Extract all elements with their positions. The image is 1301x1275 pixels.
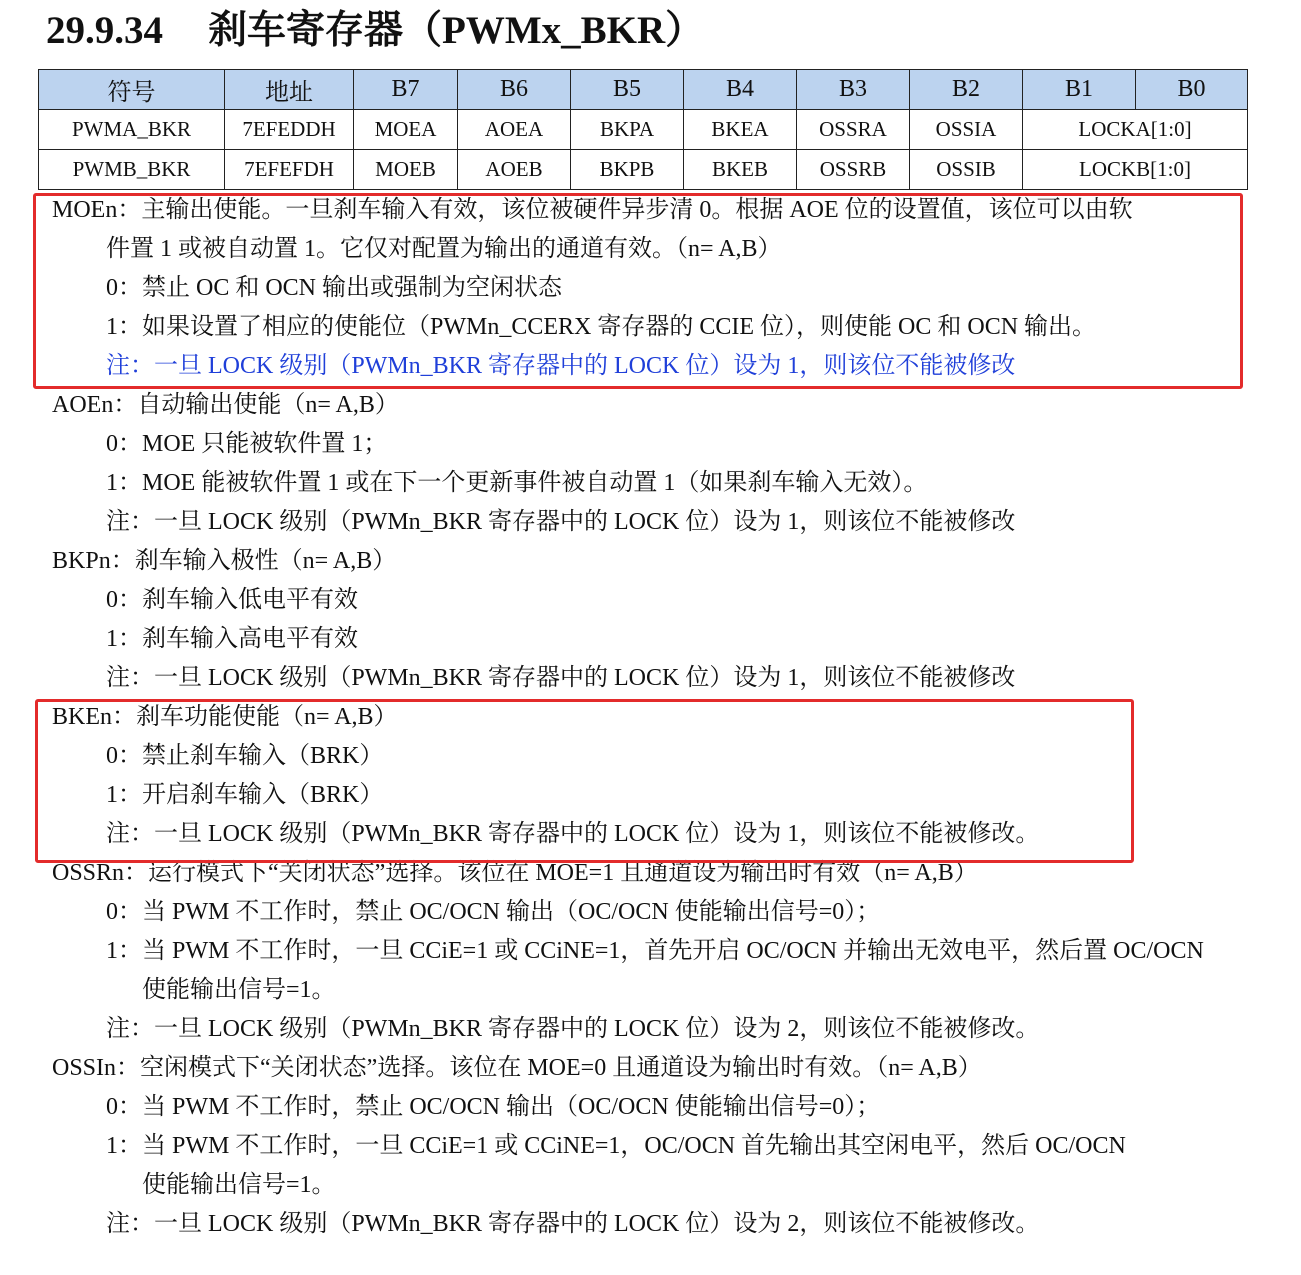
table-cell: LOCKB[1:0]: [1023, 150, 1248, 190]
table-row: [39, 150, 1248, 190]
table-cell: OSSRA: [797, 110, 910, 150]
table-row: [39, 110, 1248, 150]
table-cell: MOEB: [354, 150, 458, 190]
field-description: MOEn：主输出使能。一旦刹车输入有效，该位被硬件异步清 0。根据 AOE 位的设置值，该位可以由软: [52, 197, 1133, 223]
table-cell: PWMA_BKR: [39, 110, 225, 150]
field-detail-line: 0：刹车输入低电平有效: [106, 587, 358, 613]
header-cell: B0: [1136, 70, 1248, 110]
table-cell: 7EFEDDH: [225, 110, 354, 150]
field-detail-line: 注：一旦 LOCK 级别（PWMn_BKR 寄存器中的 LOCK 位）设为 1，则该位不能被修改: [106, 353, 1016, 379]
field-detail-line: 0：当 PWM 不工作时，禁止 OC/OCN 输出（OC/OCN 使能输出信号=0）；: [106, 899, 881, 925]
field-detail-line: 0：当 PWM 不工作时，禁止 OC/OCN 输出（OC/OCN 使能输出信号=0）；: [106, 1094, 881, 1120]
header-cell: 符号: [39, 70, 225, 110]
table-header-row: [39, 70, 1248, 110]
table-cell: LOCKA[1:0]: [1023, 110, 1248, 150]
table-cell: BKPB: [571, 150, 684, 190]
table-cell: BKEA: [684, 110, 797, 150]
table-cell: OSSIB: [910, 150, 1023, 190]
header-cell: B2: [910, 70, 1023, 110]
table-cell: PWMB_BKR: [39, 150, 225, 190]
table-cell: AOEA: [458, 110, 571, 150]
header-cell: B6: [458, 70, 571, 110]
table-cell: AOEB: [458, 150, 571, 190]
header-cell: B4: [684, 70, 797, 110]
table-cell: MOEA: [354, 110, 458, 150]
field-detail-line: 注：一旦 LOCK 级别（PWMn_BKR 寄存器中的 LOCK 位）设为 1，则该位不能被修改: [106, 509, 1016, 535]
field-description: BKEn：刹车功能使能（n= A,B）: [52, 704, 398, 730]
highlight-box-moe: [33, 193, 1243, 389]
field-detail-line: 1：MOE 能被软件置 1 或在下一个更新事件被自动置 1（如果刹车输入无效）。: [106, 470, 928, 496]
field-description: BKPn：刹车输入极性（n= A,B）: [52, 548, 397, 574]
field-description: OSSIn：空闲模式下“关闭状态”选择。该位在 MOE=0 且通道设为输出时有效。（n= A,B）: [52, 1055, 982, 1081]
table-cell: BKPA: [571, 110, 684, 150]
field-detail-line: 0：禁止刹车输入（BRK）: [106, 743, 384, 769]
table-cell: OSSRB: [797, 150, 910, 190]
header-cell: B3: [797, 70, 910, 110]
field-detail-line: 注：一旦 LOCK 级别（PWMn_BKR 寄存器中的 LOCK 位）设为 1，则该位不能被修改: [106, 665, 1016, 691]
section-title: [46, 6, 704, 56]
field-description: AOEn：自动输出使能（n= A,B）: [52, 392, 399, 418]
field-detail-line: 0：禁止 OC 和 OCN 输出或强制为空闲状态: [106, 275, 563, 301]
header-cell: B7: [354, 70, 458, 110]
field-detail-line: 1：刹车输入高电平有效: [106, 626, 358, 652]
header-cell: 地址: [225, 70, 354, 110]
field-detail-line: 0：MOE 只能被软件置 1；: [106, 431, 388, 457]
field-detail-line: 1：当 PWM 不工作时，一旦 CCiE=1 或 CCiNE=1，OC/OCN 首先输出其空闲电平，然后 OC/OCN: [106, 1133, 1126, 1159]
header-cell: B1: [1023, 70, 1136, 110]
field-detail-line: 使能输出信号=1。: [142, 1172, 336, 1198]
register-table: [38, 69, 1248, 190]
table-cell: OSSIA: [910, 110, 1023, 150]
field-detail-line: 使能输出信号=1。: [142, 977, 336, 1003]
field-detail-line: 1：当 PWM 不工作时，一旦 CCiE=1 或 CCiNE=1，首先开启 OC/OCN 并输出无效电平，然后置 OC/OCN: [106, 938, 1204, 964]
header-cell: B5: [571, 70, 684, 110]
field-detail-line: 注：一旦 LOCK 级别（PWMn_BKR 寄存器中的 LOCK 位）设为 1，则该位不能被修改。: [106, 821, 1040, 847]
field-detail-line: 1：如果设置了相应的使能位（PWMn_CCERX 寄存器的 CCIE 位），则使能 OC 和 OCN 输出。: [106, 314, 1097, 340]
field-description: OSSRn：运行模式下“关闭状态”选择。该位在 MOE=1 且通道设为输出时有效（n= A,B）: [52, 860, 978, 886]
section-number: 29.9.34: [46, 9, 163, 52]
field-detail-line: 件置 1 或被自动置 1。它仅对配置为输出的通道有效。（n= A,B）: [106, 236, 782, 262]
field-detail-line: 注：一旦 LOCK 级别（PWMn_BKR 寄存器中的 LOCK 位）设为 2，则该位不能被修改。: [106, 1016, 1040, 1042]
table-cell: BKEB: [684, 150, 797, 190]
field-detail-line: 1：开启刹车输入（BRK）: [106, 782, 384, 808]
field-detail-line: 注：一旦 LOCK 级别（PWMn_BKR 寄存器中的 LOCK 位）设为 2，则该位不能被修改。: [106, 1211, 1040, 1237]
section-heading-text: 刹车寄存器（PWMx_BKR）: [208, 9, 705, 52]
table-cell: 7EFEFDH: [225, 150, 354, 190]
highlight-box-bke: [35, 699, 1134, 863]
